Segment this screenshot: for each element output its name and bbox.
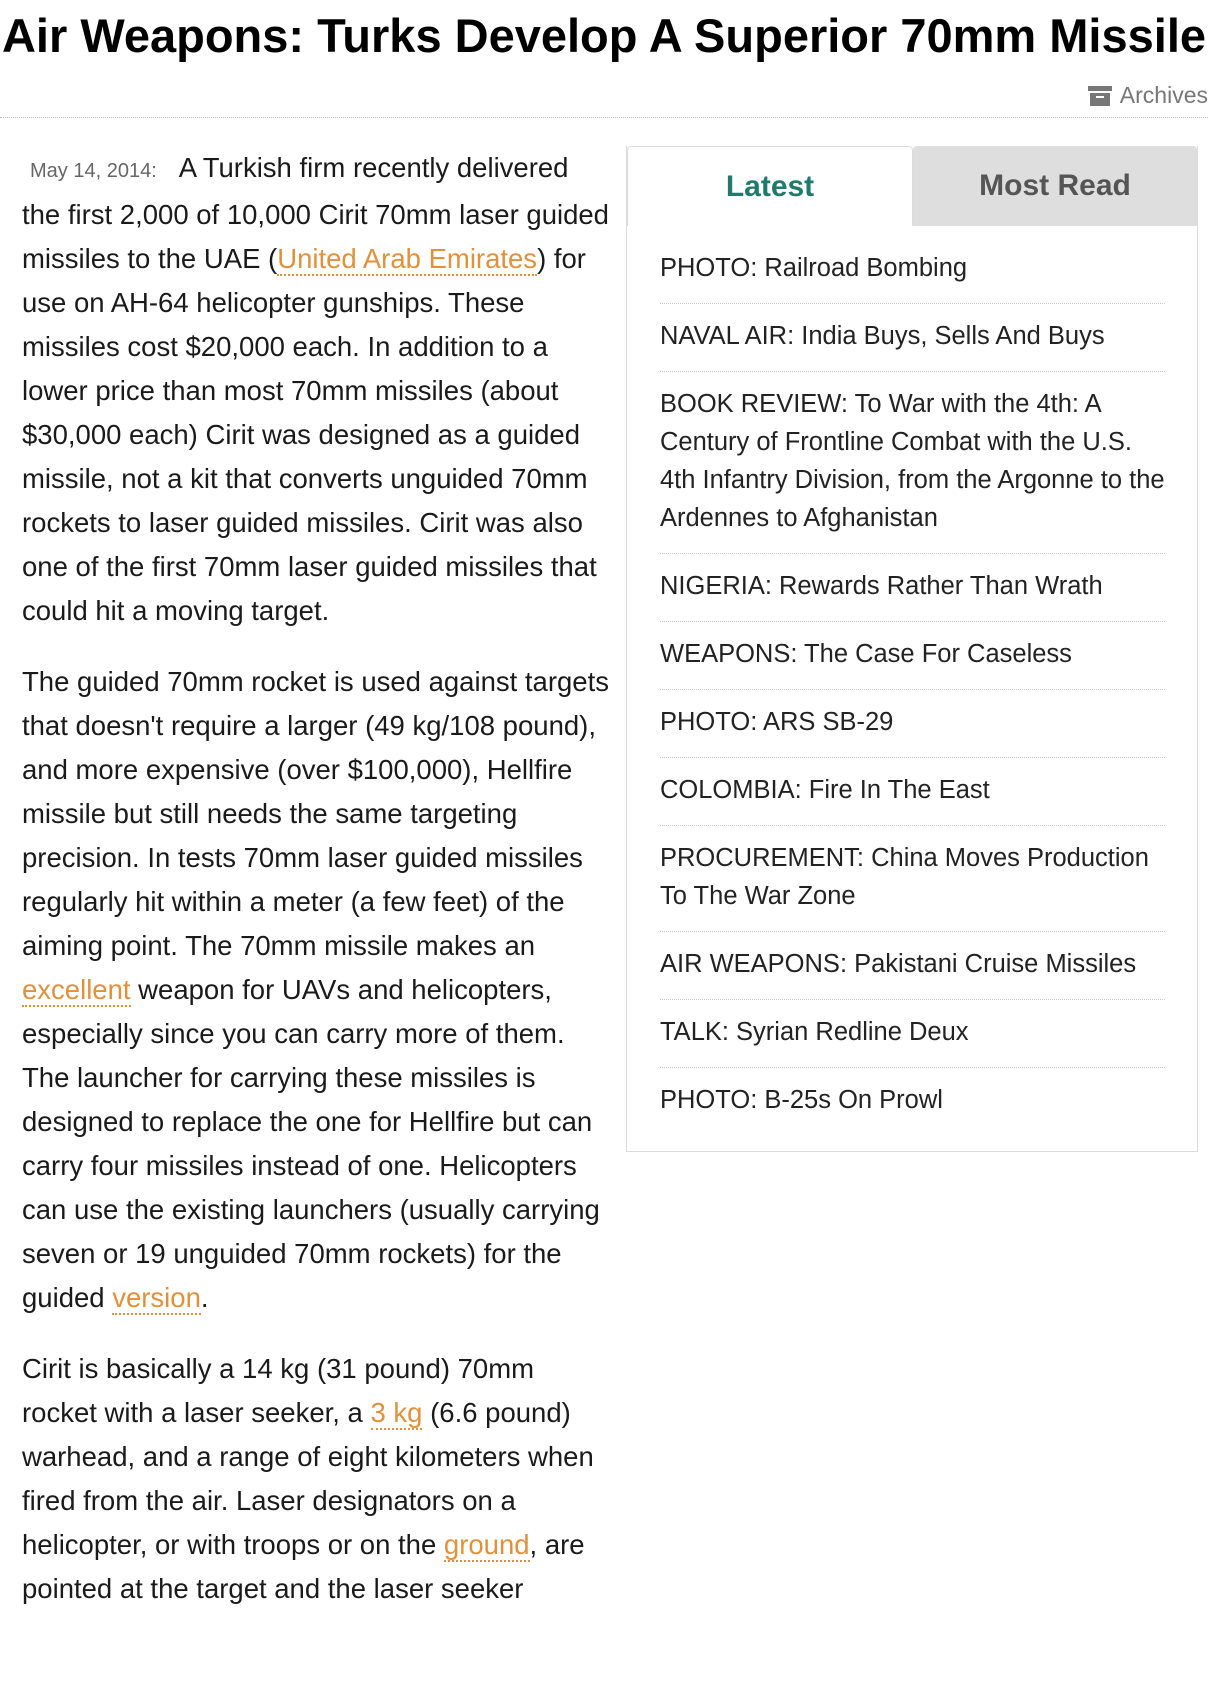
list-item[interactable]: PROCUREMENT: China Moves Production To The War Zone bbox=[660, 826, 1165, 932]
tab-latest[interactable]: Latest bbox=[627, 146, 913, 226]
list-item[interactable]: AIR WEAPONS: Pakistani Cruise Missiles bbox=[660, 932, 1165, 1000]
list-item[interactable]: PHOTO: Railroad Bombing bbox=[660, 236, 1165, 304]
article-paragraph-2: The guided 70mm rocket is used against targets that doesn't require a larger (49 kg/108 pound), and more expensive (over $100,000), Hellfire missile but still needs the same targeting precision. In tests 70mm laser guided missiles regularly hit within a meter (a few feet) of the aiming point. The 70mm missile makes an excellent weapon for UAVs and helicopters, especially since you can carry more of them. The launcher for carrying these missiles is designed to replace the one for Hellfire but can carry four missiles instead of one. Helicopters can use the existing launchers (usually carrying seven or 19 unguided 70mm rockets) for the guided version. bbox=[22, 666, 609, 1313]
link-3-kg[interactable]: 3 kg bbox=[370, 1397, 423, 1428]
article-paragraph-1: May 14, 2014: A Turkish firm recently delivered the first 2,000 of 10,000 Cirit 70mm laser guided missiles to the UAE (United Arab Emirates) for use on AH-64 helicopter gunships. These missiles cost $20,000 each. In addition to a lower price than most 70mm missiles (about $30,000 each) Cirit was designed as a guided missile, not a kit that converts unguided 70mm rockets to laser guided missiles. Cirit was also one of the first 70mm laser guided missiles that could hit a moving target. bbox=[22, 152, 609, 626]
list-item[interactable]: NAVAL AIR: India Buys, Sells And Buys bbox=[660, 304, 1165, 372]
article-body bbox=[22, 146, 612, 1638]
link-version[interactable]: version bbox=[112, 1282, 201, 1313]
link-excellent[interactable]: excellent bbox=[22, 974, 131, 1005]
list-item[interactable]: PHOTO: B-25s On Prowl bbox=[660, 1086, 943, 1114]
article-paragraph-3: Cirit is basically a 14 kg (31 pound) 70mm rocket with a laser seeker, a 3 kg (6.6 pound) warhead, and a range of eight kilometers when fired from the air. Laser designators on a helicopter, or with troops or on the ground, are pointed at the target and the laser seeker bbox=[22, 1353, 594, 1604]
article-date: May 14, 2014: bbox=[30, 160, 157, 182]
link-ground[interactable]: ground bbox=[443, 1529, 530, 1560]
sidebar-tabs bbox=[627, 146, 1197, 226]
archive-box-icon bbox=[1088, 86, 1112, 106]
archives-link[interactable] bbox=[1088, 82, 1208, 109]
link-united-arab-emirates[interactable]: United Arab Emirates bbox=[277, 243, 538, 274]
list-item[interactable]: NIGERIA: Rewards Rather Than Wrath bbox=[660, 554, 1165, 622]
page-title: Air Weapons: Turks Develop A Superior 70mm Missile bbox=[1, 9, 1207, 62]
list-item[interactable]: WEAPONS: The Case For Caseless bbox=[660, 622, 1165, 690]
list-item[interactable]: BOOK REVIEW: To War with the 4th: A Century of Frontline Combat with the U.S. 4th Infantry Division, from the Argonne to the Ardennes to Afghanistan bbox=[660, 372, 1165, 554]
tab-most-read[interactable]: Most Read bbox=[913, 146, 1197, 226]
sidebar-widget bbox=[626, 146, 1198, 1152]
list-item[interactable]: TALK: Syrian Redline Deux bbox=[660, 1000, 1165, 1068]
list-item[interactable]: COLOMBIA: Fire In The East bbox=[660, 758, 1165, 826]
archives-label: Archives bbox=[1119, 82, 1208, 108]
list-item[interactable]: PHOTO: ARS SB-29 bbox=[660, 690, 1165, 758]
latest-list bbox=[627, 226, 1197, 1135]
header-divider bbox=[0, 117, 1208, 118]
